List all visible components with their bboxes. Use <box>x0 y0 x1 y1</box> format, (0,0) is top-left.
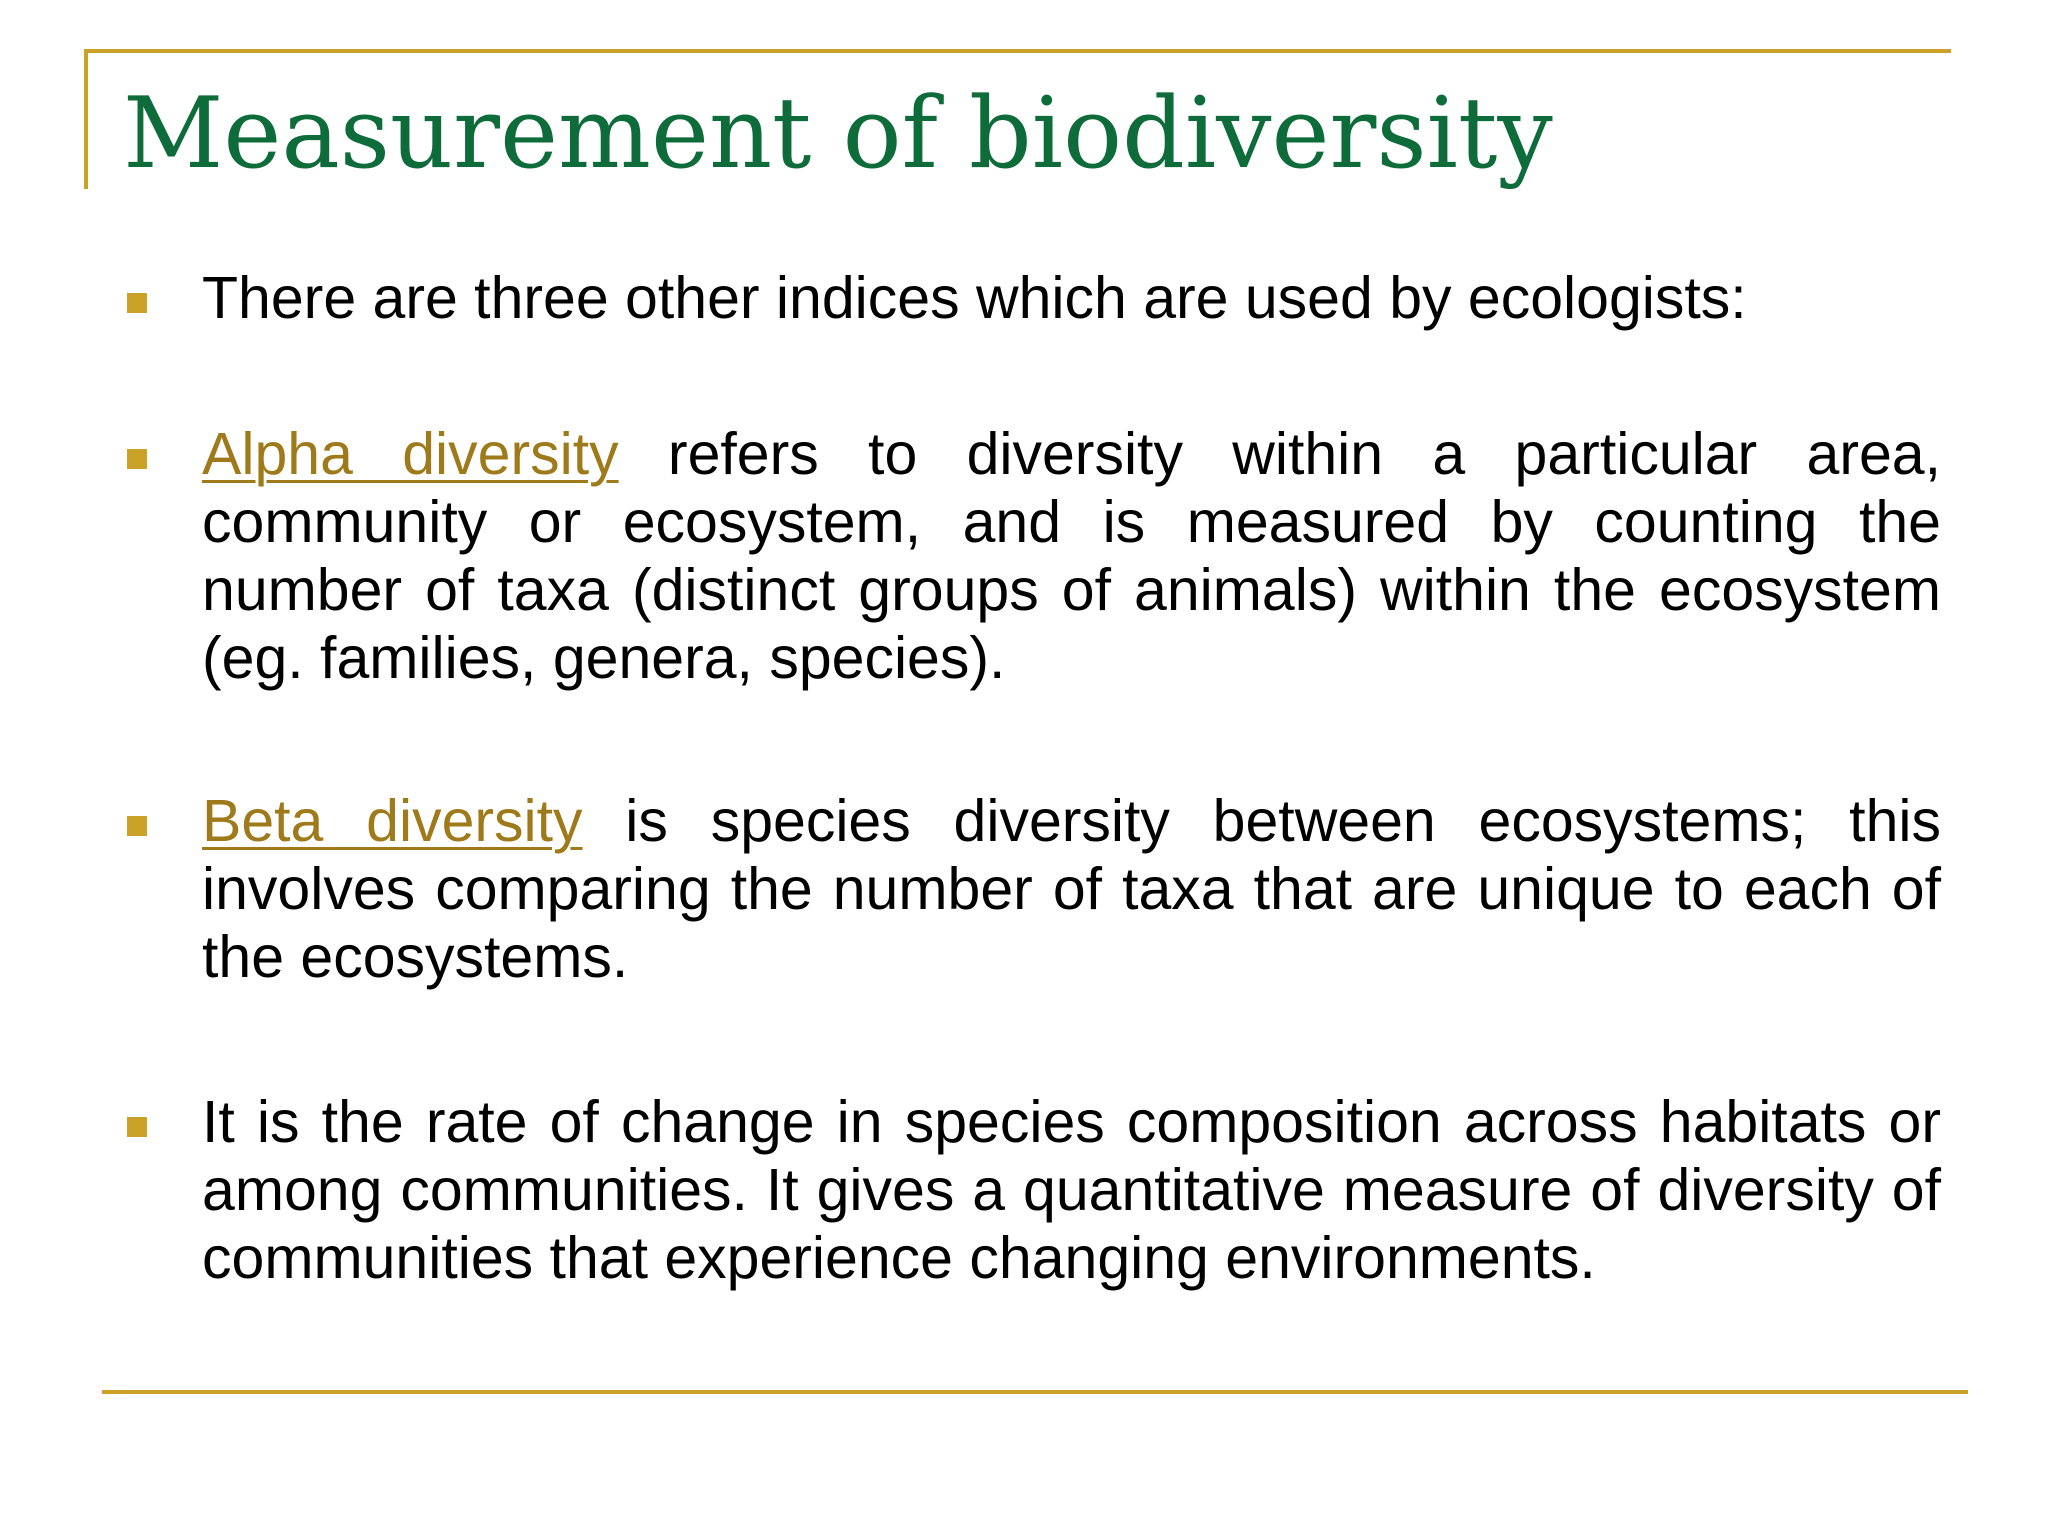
square-bullet-icon <box>127 449 147 469</box>
square-bullet-icon <box>127 293 147 313</box>
left-divider <box>84 49 88 189</box>
slide-title: Measurement of biodiversity <box>123 77 1553 191</box>
alpha-diversity-link[interactable]: Alpha diversity <box>202 421 619 487</box>
bottom-divider <box>102 1390 1968 1394</box>
bullet-item <box>125 1088 1941 1292</box>
bullet-list <box>125 264 1941 1292</box>
bullet-item <box>125 787 1941 991</box>
top-divider <box>84 49 1951 53</box>
square-bullet-icon <box>127 1117 147 1137</box>
bullet-text: refers to diversity within a particular area, community or ecosystem, and is measured by counting the number of taxa (distinct groups of animals) within the ecosystem (eg. families, genera, species). <box>202 421 1941 691</box>
bullet-text: It is the rate of change in species composition across habitats or among communities. It gives a quantitative measure of diversity of communities that experience changing environments. <box>202 1089 1941 1291</box>
bullet-text: is species diversity between ecosystems; this involves comparing the number of taxa that are unique to each of the ecosystems. <box>202 788 1941 990</box>
square-bullet-icon <box>127 816 147 836</box>
bullet-text: There are three other indices which are used by ecologists: <box>202 265 1747 331</box>
bullet-item <box>125 264 1941 332</box>
beta-diversity-link[interactable]: Beta diversity <box>202 788 583 854</box>
bullet-item <box>125 420 1941 692</box>
